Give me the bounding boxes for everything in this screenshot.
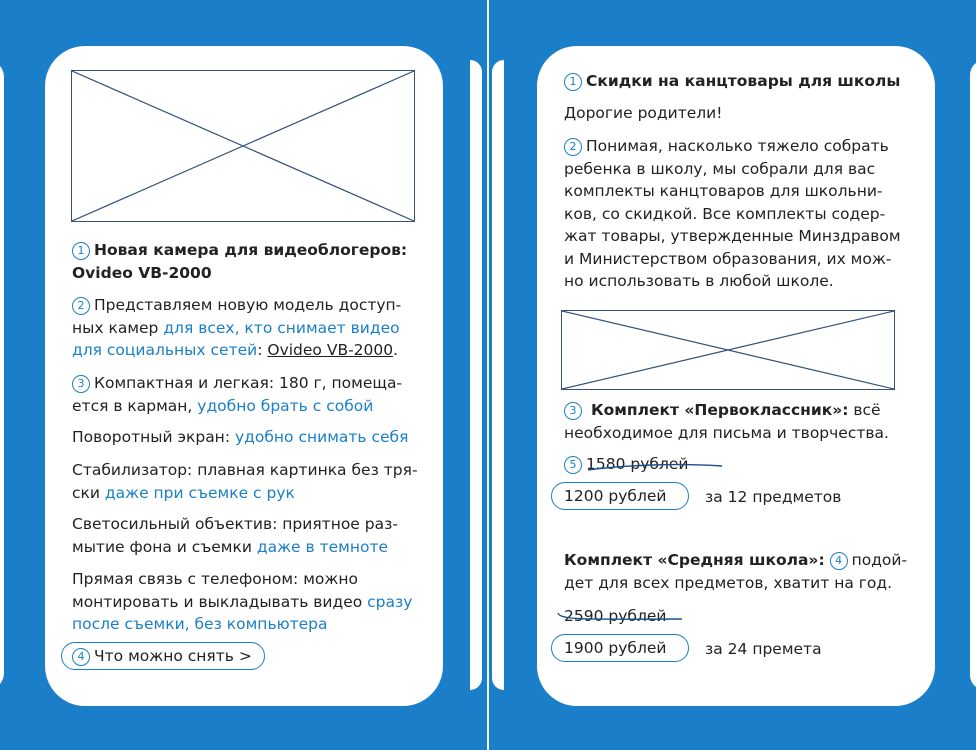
marker-3: 3 [564, 402, 582, 420]
body-line-7: но использовать в любой школе. [564, 272, 834, 290]
supplies-title-text: Скидки на канцтовары для школы [586, 72, 901, 90]
feature-stabilizer-link[interactable]: даже при съемке с рук [104, 483, 295, 502]
neighbor-card-edge-right [970, 60, 976, 690]
school-supplies-card [537, 46, 935, 706]
marker-1: 1 [72, 242, 90, 260]
feature-phone-line-1: Прямая связь с телефоном: можно [72, 570, 358, 588]
camera-card [45, 46, 443, 706]
strikethrough-icon [556, 607, 686, 631]
feature-lens-line-2: мытие фона и съемки [72, 537, 257, 556]
body-line-1: Понимая, насколько тяжело собрать [586, 137, 889, 155]
supplies-body [564, 135, 924, 293]
kit-middle-school-desc-1: подой- [851, 551, 908, 569]
feature-compact-line-2: ется в карман, [72, 396, 198, 415]
page-divider [487, 0, 489, 750]
feature-lens-line-1: Светосильный объектив: приятное раз- [72, 515, 398, 533]
kit-first-grader [564, 399, 924, 444]
what-to-shoot-button[interactable] [61, 642, 265, 670]
marker-1: 1 [564, 73, 582, 91]
marker-3: 3 [72, 375, 90, 393]
feature-lens [72, 513, 432, 558]
body-line-3: комплекты канцтоваров для школьни- [564, 182, 883, 200]
kit-middle-school-old-price-text: 2590 рублей [564, 607, 667, 625]
feature-screen-text: Поворотный экран: [72, 428, 235, 446]
kit-first-grader-old-price-text: 1580 рублей [586, 455, 689, 473]
kit-first-grader-count: за 12 предметов [705, 488, 842, 506]
neighbor-card-edge-center [470, 60, 482, 690]
feature-compact-link[interactable]: удобно брать с собой [197, 396, 374, 415]
kit-first-grader-title: Комплект «Первоклассник»: [590, 401, 849, 419]
feature-stabilizer [72, 459, 432, 504]
product-name-link[interactable]: Ovideo VB-2000 [267, 341, 394, 359]
image-placeholder-cross-icon [72, 71, 414, 221]
feature-stabilizer-line-1: Стабилизатор: плавная картинка без тря- [72, 461, 418, 479]
kit-middle-school-desc-2: дет для всех предметов, хватит на год. [564, 573, 893, 592]
feature-screen [72, 426, 432, 449]
kit-first-grader-desc-1: всё [848, 401, 881, 419]
feature-screen-link[interactable]: удобно снимать себя [234, 428, 409, 446]
camera-intro [72, 294, 432, 362]
marker-2: 2 [72, 297, 90, 315]
strikethrough-icon [586, 455, 726, 479]
intro-dot: . [393, 341, 399, 359]
feature-lens-link[interactable]: даже в темноте [256, 537, 389, 556]
what-to-shoot-label: Что можно снять > [94, 647, 252, 665]
image-placeholder [561, 310, 895, 390]
kit-first-grader-old-price [564, 455, 688, 474]
body-line-2: ребенка в школу, мы собрали для вас [564, 159, 876, 178]
kit-middle-school-old-price [564, 607, 666, 625]
body-line-5: жат товары, утвержденные Минздравом [564, 227, 901, 245]
body-line-6: и Министерством образования, их мож- [564, 249, 892, 268]
camera-title [72, 239, 422, 284]
camera-title-text: Новая камера для видеоблогеров: Ovideo VB-2000 [72, 241, 408, 282]
kit-first-grader-price[interactable]: 1200 рублей [551, 482, 689, 510]
feature-compact-line-1: Компактная и легкая: 180 г, помеща- [94, 374, 403, 392]
intro-line-1: Представляем новую модель доступ- [94, 296, 402, 314]
neighbor-card-edge-left [0, 60, 4, 690]
kit-middle-school-count: за 24 премета [705, 640, 822, 658]
neighbor-card-edge-center-right [492, 60, 504, 690]
kit-middle-school [564, 549, 929, 594]
marker-4: 4 [72, 648, 90, 666]
feature-phone-link-1[interactable]: сразу [367, 592, 413, 611]
feature-phone-link-2[interactable]: после съемки, без компьютера [72, 615, 328, 633]
feature-compact [72, 372, 432, 417]
feature-stabilizer-line-2: ски [72, 483, 105, 502]
greeting: Дорогие родители! [564, 104, 723, 122]
kit-middle-school-price[interactable]: 1900 рублей [551, 634, 689, 662]
intro-link-social[interactable]: для социальных сетей [72, 341, 258, 359]
marker-4: 4 [830, 552, 848, 570]
image-placeholder-cross-icon [562, 311, 894, 389]
intro-colon: : [257, 341, 268, 359]
feature-phone-line-2: монтировать и выкладывать видео [72, 592, 368, 611]
supplies-title [564, 70, 924, 93]
intro-line-2: ных камер [72, 318, 164, 337]
kit-middle-school-title: Комплект «Средняя школа»: [564, 551, 825, 569]
intro-link-audience[interactable]: для всех, кто снимает видео [163, 318, 400, 337]
image-placeholder [71, 70, 415, 222]
body-line-4: ков, со скидкой. Все комплекты содер- [564, 204, 886, 223]
kit-first-grader-desc-2: необходимое для письма и творчества. [564, 423, 889, 442]
feature-phone [72, 568, 437, 636]
marker-2: 2 [564, 138, 582, 156]
marker-5: 5 [564, 456, 582, 474]
